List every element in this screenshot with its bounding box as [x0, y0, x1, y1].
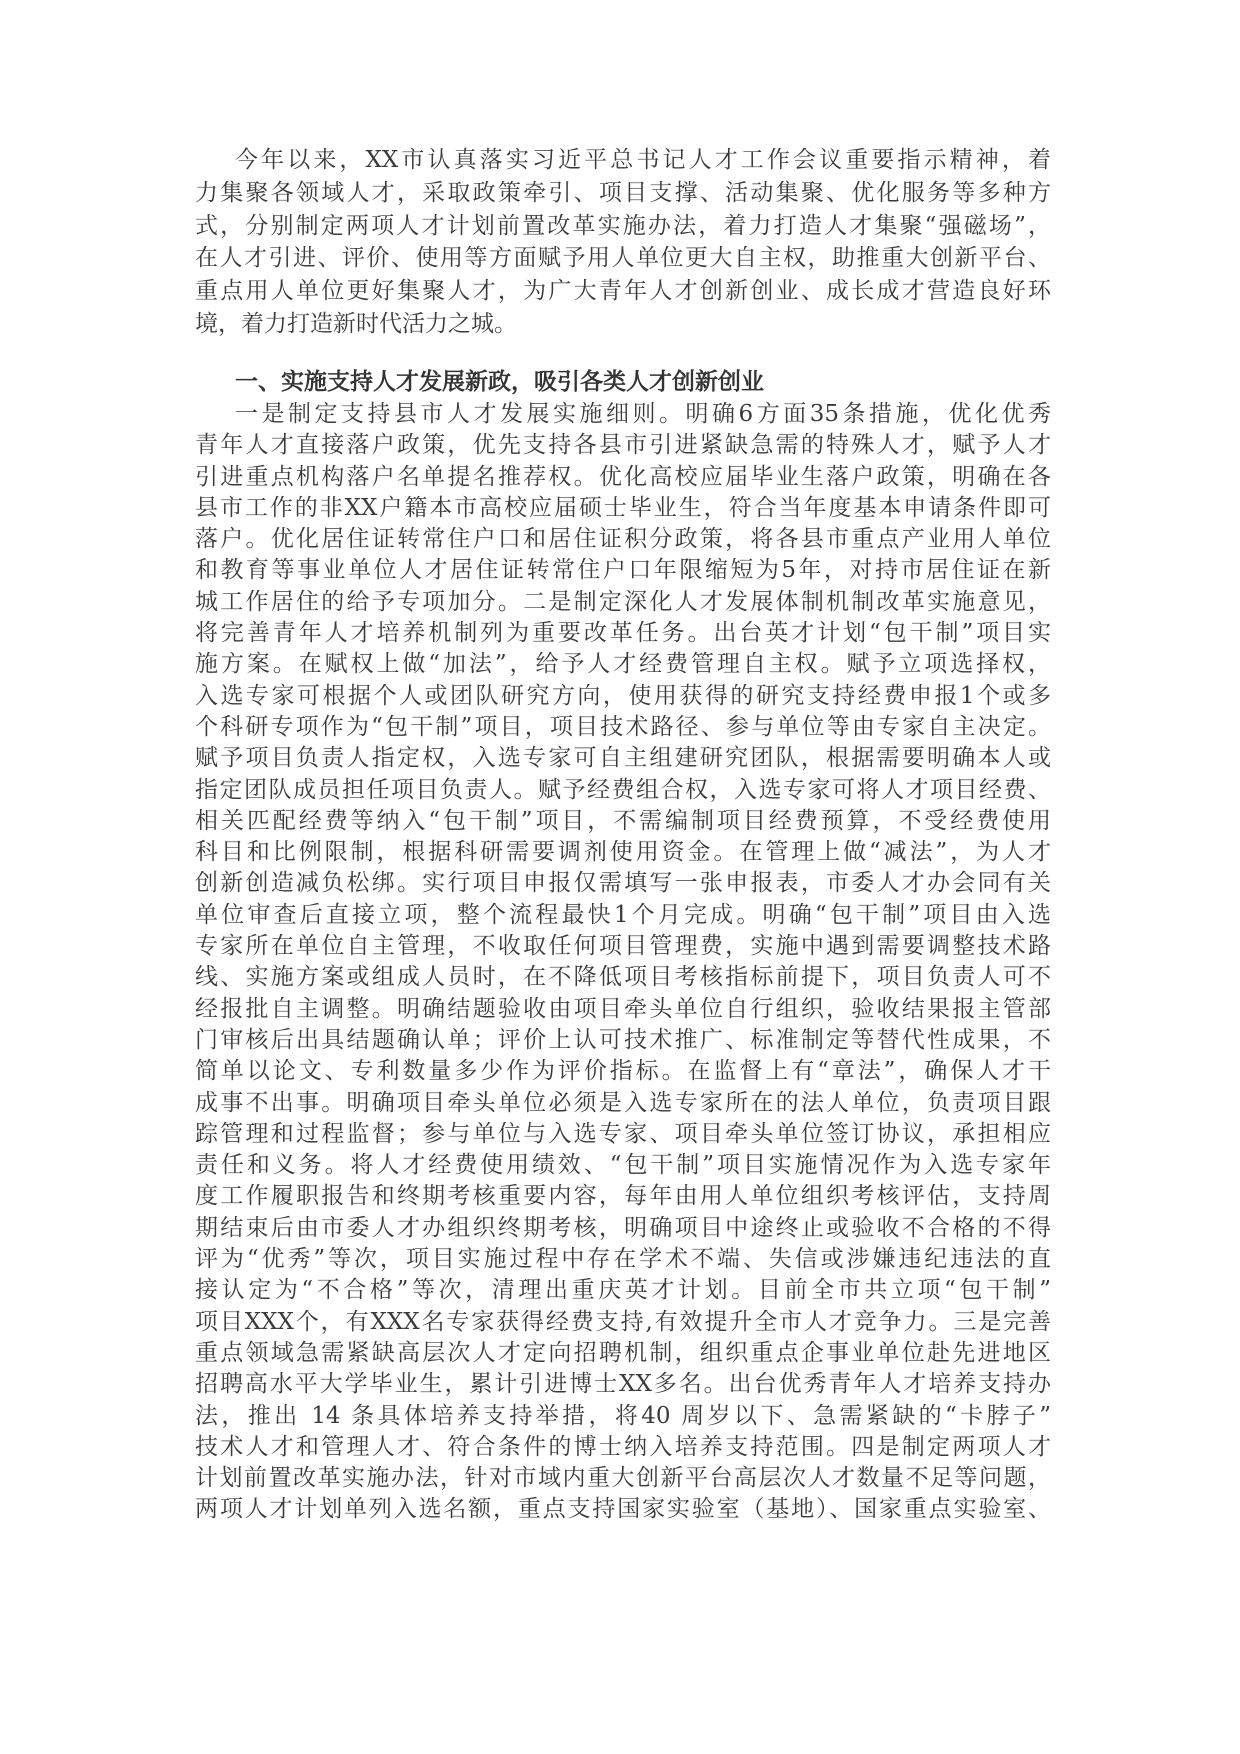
section-heading: 一、实施支持人才发展新政，吸引各类人才创新创业 — [235, 368, 764, 395]
text-line: 相关匹配经费等纳入“包干制”项目，不需编制项目经费预算，不受经费使用 — [195, 807, 1051, 834]
text-line: 单位审查后直接立项，整个流程最快1个月完成。明确“包干制”项目由入选 — [195, 901, 1051, 928]
text-line: 度工作履职报告和终期考核重要内容，每年由用人单位组织考核评估，支持周 — [195, 1183, 1051, 1210]
text-line: 重点领域急需紧缺高层次人才定向招聘机制，组织重点企事业单位赴先进地区 — [195, 1339, 1051, 1366]
text-line: 创新创造减负松绑。实行项目申报仅需填写一张申报表，市委人才办会同有关 — [195, 870, 1051, 897]
text-line: 个科研专项作为“包干制”项目，项目技术路径、参与单位等由专家自主决定。 — [195, 713, 1051, 740]
text-line: 技术人才和管理人才、符合条件的博士纳入培养支持范围。四是制定两项人才 — [195, 1433, 1051, 1460]
text-line: 期结束后由市委人才办组织终期考核，明确项目中途终止或验收不合格的不得 — [195, 1214, 1051, 1241]
text-line: 城工作居住的给予专项加分。二是制定深化人才发展体制机制改革实施意见， — [195, 588, 1051, 615]
text-line: 成事不出事。明确项目牵头单位必须是入选专家所在的法人单位，负责项目跟 — [195, 1089, 1051, 1116]
text-line: 责任和义务。将人才经费使用绩效、“包干制”项目实施情况作为入选专家年 — [195, 1152, 1051, 1179]
text-line: 指定团队成员担任项目负责人。赋予经费组合权，入选专家可将人才项目经费、 — [195, 776, 1051, 803]
text-line: 简单以论文、专利数量多少作为评价指标。在监督上有“章法”，确保人才干 — [195, 1058, 1051, 1085]
text-line: 科目和比例限制，根据科研需要调剂使用资金。在管理上做“减法”，为人才 — [195, 839, 1051, 866]
text-line: 一是制定支持县市人才发展实施细则。明确6方面35条措施，优化优秀 — [235, 401, 1051, 427]
text-line: 在人才引进、评价、使用等方面赋予用人单位更大自主权，助推重大创新平台、 — [195, 245, 1051, 272]
text-line: 赋予项目负责人指定权，入选专家可自主组建研究团队，根据需要明确本人或 — [195, 745, 1051, 772]
text-line: 招聘高水平大学毕业生，累计引进博士XX多名。出台优秀青年人才培养支持办 — [195, 1371, 1051, 1398]
text-line: 项目XXX个，有XXX名专家获得经费支持,有效提升全市人才竞争力。三是完善 — [195, 1308, 1051, 1335]
intro-paragraph — [195, 144, 1051, 341]
text-line: 计划前置改革实施办法，针对市域内重大创新平台高层次人才数量不足等问题， — [195, 1465, 1051, 1492]
text-line: 经报批自主调整。明确结题验收由项目牵头单位自行组织，验收结果报主管部 — [195, 995, 1051, 1022]
text-line: 两项人才计划单列入选名额，重点支持国家实验室（基地）、国家重点实验室、 — [195, 1496, 1051, 1523]
text-line: 引进重点机构落户名单提名推荐权。优化高校应届毕业生落户政策，明确在各 — [195, 463, 1051, 490]
text-line: 力集聚各领域人才，采取政策牵引、项目支撑、活动集聚、优化服务等多种方 — [195, 179, 1051, 206]
text-line: 施方案。在赋权上做“加法”，给予人才经费管理自主权。赋予立项选择权， — [195, 651, 1051, 678]
text-line: 重点用人单位更好集聚人才，为广大青年人才创新创业、成长成才营造良好环 — [195, 278, 1051, 305]
text-line: 法，推出 14 条具体培养支持举措，将40 周岁以下、急需紧缺的“卡脖子” — [195, 1402, 1051, 1429]
text-line: 将完善青年人才培养机制列为重要改革任务。出台英才计划“包干制”项目实 — [195, 620, 1051, 647]
text-line: 线、实施方案或组成人员时，在不降低项目考核指标前提下，项目负责人可不 — [195, 964, 1051, 991]
text-line: 门审核后出具结题确认单；评价上认可技术推广、标准制定等替代性成果，不 — [195, 1026, 1051, 1053]
body-paragraph — [195, 399, 1051, 1526]
text-line: 和教育等事业单位人才居住证转常住户口年限缩短为5年，对持市居住证在新 — [195, 557, 1051, 584]
text-line: 今年以来，XX市认真落实习近平总书记人才工作会议重要指示精神，着 — [235, 147, 1051, 173]
text-line: 踪管理和过程监督；参与单位与入选专家、项目牵头单位签订协议，承担相应 — [195, 1120, 1051, 1147]
text-line: 评为“优秀”等次，项目实施过程中存在学术不端、失信或涉嫌违纪违法的直 — [195, 1246, 1051, 1273]
text-line: 落户。优化居住证转常住户口和居住证积分政策，将各县市重点产业用人单位 — [195, 526, 1051, 553]
text-line: 县市工作的非XX户籍本市高校应届硕士毕业生，符合当年度基本申请条件即可 — [195, 494, 1051, 521]
text-line: 入选专家可根据个人或团队研究方向，使用获得的研究支持经费申报1个或多 — [195, 682, 1051, 709]
text-line: 青年人才直接落户政策，优先支持各县市引进紧缺急需的特殊人才，赋予人才 — [195, 432, 1051, 459]
text-line: 专家所在单位自主管理，不收取任何项目管理费，实施中遇到需要调整技术路 — [195, 933, 1051, 960]
text-line: 式，分别制定两项人才计划前置改革实施办法，着力打造人才集聚“强磁场”， — [195, 212, 1051, 239]
text-line: 接认定为“不合格”等次，清理出重庆英才计划。目前全市共立项“包干制” — [195, 1277, 1051, 1304]
text-line: 境，着力打造新时代活力之城。 — [195, 310, 517, 337]
